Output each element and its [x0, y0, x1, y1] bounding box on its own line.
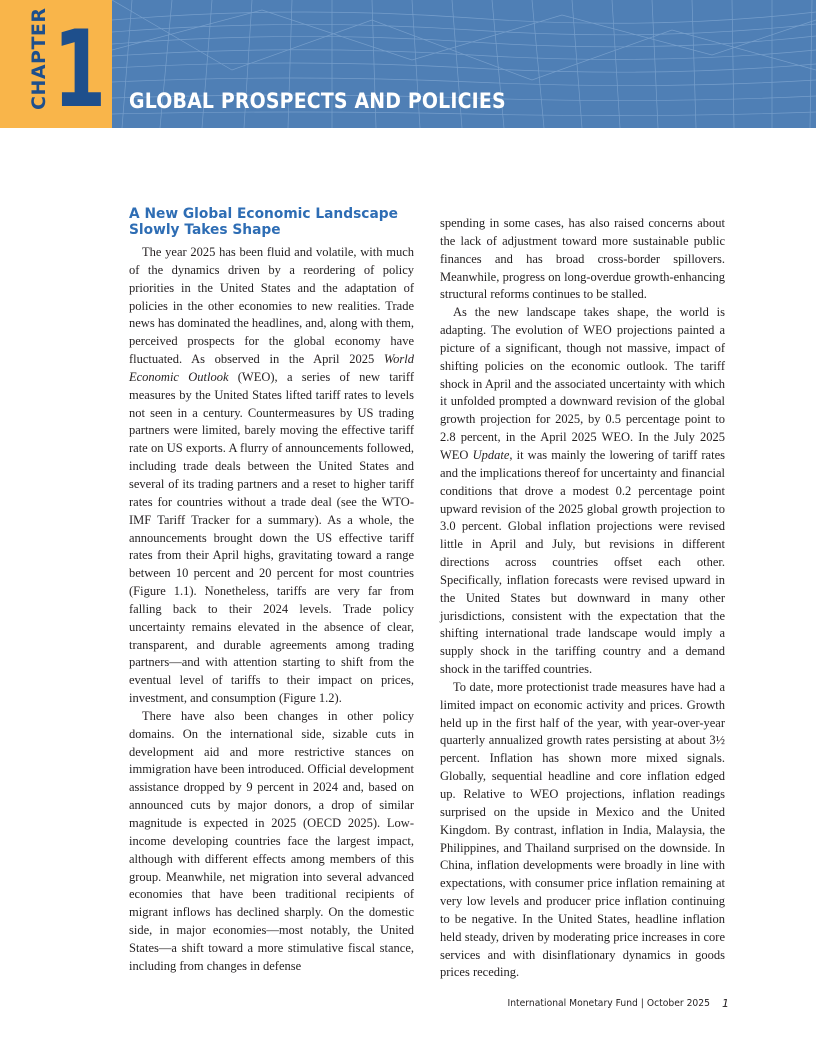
section-heading [129, 206, 400, 238]
paragraph: The year 2025 has been fluid and volatile, with much of the dynamics driven by a reordering of policy priorities in the United States and the adaptation of policies in the other economies to new realities. Trade news has dominated the headlines, and, along with them, perceived prospects for the global economy have fluctuated. As observed in the April 2025 World Economic Outlook (WEO), a series of new tariff measures by the United States lifted tariff rates to levels not seen in a century. Countermeasures by US trading partners were limited, barely moving the effective tariff rate on US exports. A flurry of announcements followed, including trade deals between the United States and several of its trading partners and a reset to higher tariff rates for countries without a trade deal (see the WTO-IMF Tariff Tracker for a summary). As a whole, the announcements brought down the US effective tariff rates from their April highs, gravitating toward a range between 10 percent and 20 percent for most countries (Figure 1.1). Nonetheless, tariffs are very far from falling back to their 2024 levels. Trade policy uncertainty remains elevated in the absence of clear, transparent, and durable agreements among trading partners—and with attention starting to shift from the eventual level of tariffs to their impact on prices, investment, and consumption (Figure 1.2). [129, 245, 415, 706]
paragraph: As the new landscape takes shape, the world is adapting. The evolution of WEO projections painted a picture of a significant, though not massive, impact of shifting policies on the economic outlook. The tariff shock in April and the associated uncertainty with which it unfolded prompted a downward revision of the global growth projection for 2025, by 0.5 percentage point to 2.8 percent, in the April 2025 WEO. In the July 2025 WEO Update, it was mainly the lowering of tariff rates and the implications thereof for uncertainty and financial conditions that drove a modest 0.2 percentage point upward revision of the 2025 global growth projection to 3.0 percent. Global inflation projections were revised little in April and July, but revisions in different directions across countries offset each other. Specifically, inflation forecasts were revised upward in the United States but downward in many other jurisdictions, consistent with the expectation that the shifting international trade landscape would imply a supply shock in the tariffing country and a demand shock in the tariffed countries. [440, 305, 725, 677]
chapter-label: CHAPTER [28, 7, 50, 110]
section-heading-line1: A New Global Economic Landscape [129, 206, 398, 222]
paragraph: spending in some cases, has also raised concerns about the lack of adjustment toward more sustainable public finances and has broad cross-border spillovers. Meanwhile, progress on long-overdue growth-enhancing structural reforms continues to be stalled. [440, 216, 725, 302]
italic-title: World Economic Outlook [129, 352, 414, 384]
left-column [129, 206, 414, 976]
right-column [440, 215, 725, 982]
chapter-number: 1 [53, 8, 107, 128]
chapter-tab [0, 0, 112, 128]
page-number: 1 [722, 997, 729, 1010]
paragraph: To date, more protectionist trade measures have had a limited impact on economic activity and prices. Growth held up in the first half of the year, with year-over-year quarterly annualized growth rates persisting at about 3½ percent. Inflation has shown more mixed signals. Globally, sequential headline and core inflation edged up. Relative to WEO projections, inflation readings surprised on the upside in Mexico and the United Kingdom. By contrast, inflation in India, Malaysia, the Philippines, and Thailand surprised on the downside. In China, inflation developments were broadly in line with expectations, with consumer price inflation remaining at very low levels and producer price inflation continuing to be negative. In the United States, headline inflation held steady, driven by moderating price increases in core services and with disinflationary dynamics in goods prices receding. [440, 679, 725, 980]
chapter-banner [0, 0, 816, 128]
footer-publisher: International Monetary Fund | October 2025 [507, 998, 710, 1009]
section-heading-line2: Slowly Takes Shape [129, 222, 281, 238]
italic-title: Update [472, 447, 510, 462]
paragraph: There have also been changes in other policy domains. On the international side, sizable cuts in development aid and more restrictive stances on immigration have been introduced. Official development assistance dropped by 9 percent in 2024 and, based on announced cuts by major donors, a drop of similar magnitude is expected in 2025 (OECD 2025). Low-income developing countries face the largest impact, although with different effects among members of this group. Meanwhile, net migration into several advanced economies that have been traditional recipients of migrant inflows has declined sharply. On the domestic side, in major economies—most notably, the United States—a shift toward a more stimulative fiscal stance, including from changes in defense [129, 708, 414, 973]
chapter-title: GLOBAL PROSPECTS AND POLICIES [129, 89, 506, 113]
